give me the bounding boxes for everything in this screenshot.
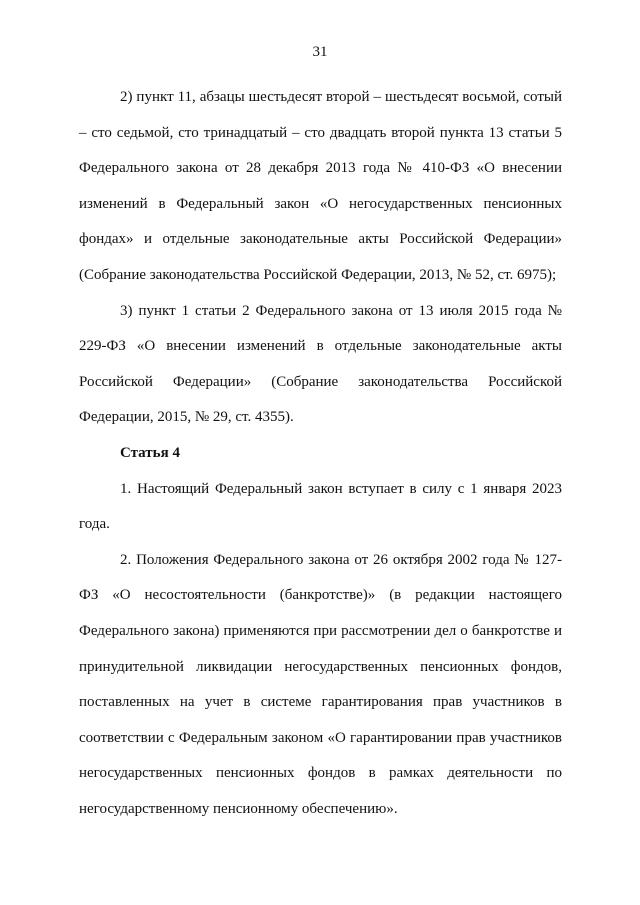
paragraph-article-4-part-1: 1. Настоящий Федеральный закон вступает в силу с 1 января 2023 года. bbox=[79, 480, 562, 533]
paragraph-item-3: 3) пункт 1 статьи 2 Федерального закона от 13 июля 2015 года № 229-ФЗ «О внесении изменений в отдельные законодательные акты Российской Федерации» (Собрание законодательства Российской Федерации, 2015, № 29, ст. 4355). bbox=[79, 302, 562, 426]
article-heading: Статья 4 bbox=[120, 444, 180, 461]
document-body bbox=[79, 80, 562, 827]
page-number: 31 bbox=[312, 44, 328, 60]
paragraph-item-2: 2) пункт 11, абзацы шестьдесят второй – шестьдесят восьмой, сотый – сто седьмой, сто тринадцатый – сто двадцать второй пункта 13 статьи 5 Федерального закона от 28 декабря 2013 года № 410-ФЗ «О внесении изменений в Федеральный закон «О негосударственных пенсионных фондах» и отдельные законодательные акты Российской Федерации» (Собрание законодательства Российской Федерации, 2013, № 52, ст. 6975); bbox=[79, 89, 562, 283]
paragraph-article-4-part-2: 2. Положения Федерального закона от 26 октября 2002 года № 127-ФЗ «О несостоятельности (банкротстве)» (в редакции настоящего Федерального закона) применяются при рассмотрении дел о банкротстве и принудительной ликвидации негосударственных пенсионных фондов, поставленных на учет в системе гарантирования прав участников в соответствии с Федеральным законом «О гарантировании прав участников негосударственных пенсионных фондов в рамках деятельности по негосударственному пенсионному обеспечению». bbox=[79, 551, 562, 817]
